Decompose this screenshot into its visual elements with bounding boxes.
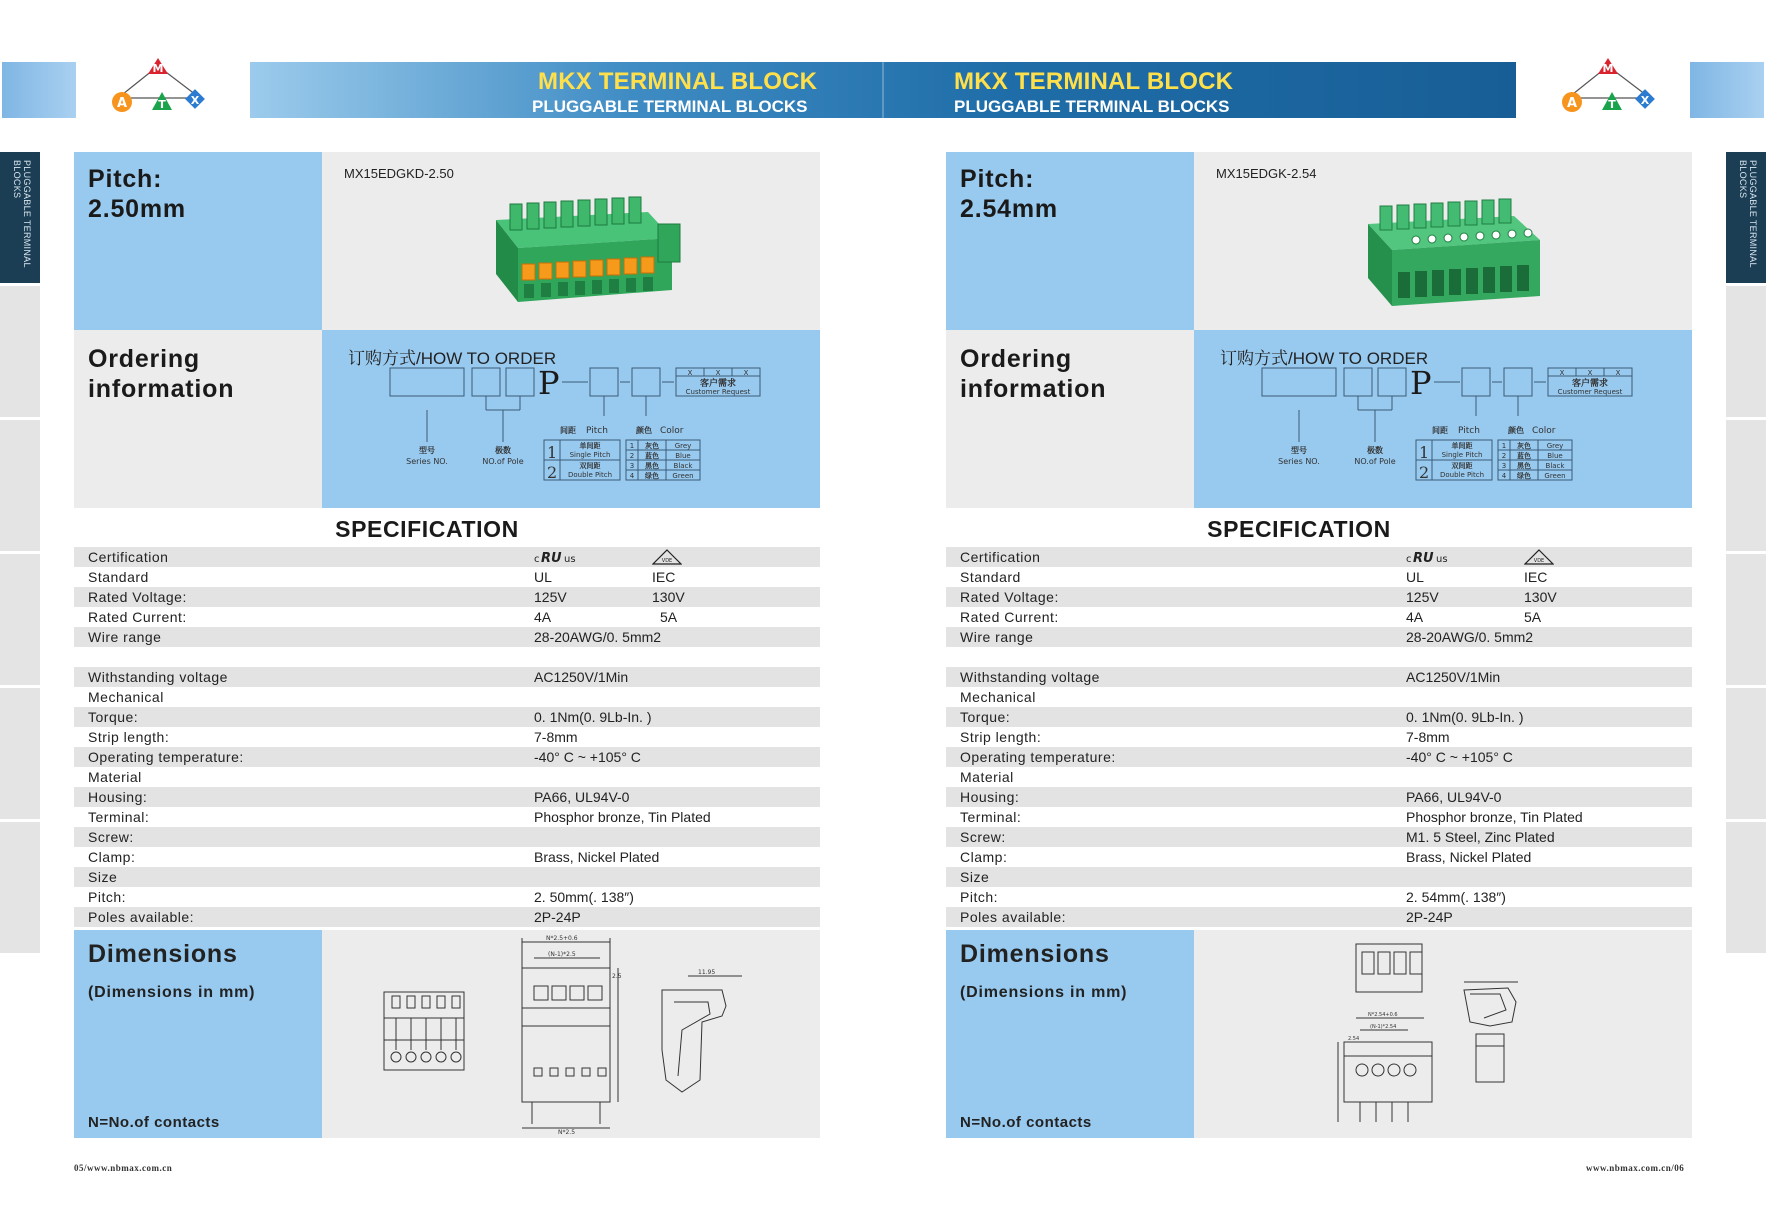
- spec-row: Torque: 0. 1Nm(0. 9Lb-In. ): [74, 707, 820, 727]
- contacts-note: N=No.of contacts: [960, 1114, 1092, 1131]
- model-number: MX15EDGKD-2.50: [344, 166, 454, 181]
- pole-en: NO.of Pole: [482, 457, 524, 466]
- dim-label: 2.5: [612, 973, 622, 980]
- color-option-en: Grey: [1546, 442, 1564, 450]
- spec-row-spacer: [74, 647, 820, 667]
- side-tab[interactable]: [0, 688, 40, 819]
- spec-row: Operating temperature: -40° C ~ +105° C: [946, 747, 1692, 767]
- spec-row: Mechanical: [88, 689, 164, 705]
- spec-row: Rated Voltage: 125V 130V: [74, 587, 820, 607]
- customer-en: Customer Request: [685, 388, 751, 396]
- dimension-drawing-box: [1194, 930, 1692, 1138]
- svg-text:c: c: [1406, 554, 1412, 565]
- dimensions-title-box: [74, 930, 322, 1138]
- header-subtitle-right: PLUGGABLE TERMINAL BLOCKS: [954, 97, 1230, 116]
- side-tabs-right: [1726, 152, 1766, 956]
- side-tab[interactable]: [1726, 688, 1766, 819]
- color-option-num: 2: [629, 452, 635, 460]
- pitch-value: 2.50mm: [88, 195, 186, 223]
- matx-logo-right: [1554, 56, 1664, 126]
- side-tab[interactable]: [0, 554, 40, 685]
- spec-title: SPECIFICATION: [335, 516, 519, 542]
- vde-mark-icon: [652, 549, 682, 565]
- color-option-cn: 灰色: [645, 442, 659, 450]
- side-tab[interactable]: [1726, 420, 1766, 551]
- color-option-num: 1: [1501, 442, 1507, 450]
- color-option-en: Blue: [675, 452, 691, 460]
- pole-cn: 极数: [495, 446, 511, 455]
- spec-row: Torque: 0. 1Nm(0. 9Lb-In. ): [946, 707, 1692, 727]
- header-right-square: [1690, 62, 1764, 118]
- series-cn: 型号: [419, 446, 435, 455]
- spec-row: Clamp: Brass, Nickel Plated: [88, 849, 660, 865]
- logo-letter-t: T: [158, 98, 166, 111]
- logo-letter-t: T: [1608, 98, 1616, 111]
- spec-row: Terminal: Phosphor bronze, Tin Plated: [88, 809, 711, 825]
- spec-row: Screw: M1. 5 Steel, Zinc Plated: [946, 827, 1692, 847]
- spec-row: Wire range 28-20AWG/0. 5mm2: [946, 627, 1692, 647]
- dimensions-title-box: [946, 930, 1194, 1138]
- dim-label: (N-1)*2.5: [548, 951, 576, 958]
- spec-row: Poles available: 2P-24P: [74, 907, 820, 927]
- spec-row: Material: [88, 769, 142, 785]
- ordering-title-line1: Ordering: [960, 345, 1072, 373]
- order-code-box: [322, 330, 820, 508]
- footer-left: 05/www.nbmax.com.cn: [74, 1163, 173, 1173]
- spec-table: [74, 547, 820, 927]
- model-number: MX15EDGK-2.54: [1216, 166, 1317, 181]
- pitch-en: Pitch: [586, 426, 608, 436]
- side-tab[interactable]: [0, 822, 40, 953]
- pole-cn: 极数: [1367, 446, 1383, 455]
- side-tab[interactable]: [0, 420, 40, 551]
- header-band: [250, 62, 1516, 118]
- p-letter: P: [538, 364, 560, 402]
- side-tab[interactable]: [0, 286, 40, 417]
- pitch-option-num: 1: [1419, 443, 1430, 462]
- dimension-drawing-box: [322, 930, 820, 1138]
- svg-text:VDE: VDE: [661, 558, 673, 564]
- pitch-option-en: Single Pitch: [569, 451, 611, 459]
- x-mark: X: [1615, 369, 1621, 377]
- series-en: Series NO.: [406, 457, 448, 466]
- color-option-en: Green: [672, 472, 694, 480]
- series-cn: 型号: [1291, 446, 1307, 455]
- side-tab[interactable]: [1726, 822, 1766, 953]
- spec-row: Terminal: Phosphor bronze, Tin Plated: [960, 809, 1583, 825]
- pitch-option-cn: 单间距: [579, 442, 601, 450]
- color-option-cn: 黑色: [1517, 462, 1531, 470]
- svg-text:RU: RU: [1413, 551, 1434, 565]
- customer-cn: 客户需求: [1571, 379, 1609, 389]
- dim-label: N*2.5+0.6: [546, 935, 578, 942]
- how-to-order-label: 订购方式/HOW TO ORDER: [348, 349, 557, 368]
- spec-row: Mechanical: [960, 689, 1036, 705]
- dimensions-subtitle: (Dimensions in mm): [960, 984, 1128, 1001]
- color-option-num: 3: [1501, 462, 1507, 470]
- ul-mark-icon: [534, 549, 584, 565]
- pitch-option-num: 1: [547, 443, 558, 462]
- page-left: [74, 152, 820, 1138]
- side-tab[interactable]: [1726, 554, 1766, 685]
- logo-letter-x: X: [190, 94, 200, 107]
- x-mark: X: [1559, 369, 1565, 377]
- page-right: [946, 152, 1692, 1138]
- side-tab-pluggable[interactable]: PLUGGABLE TERMINAL BLOCKS: [1726, 152, 1766, 283]
- pitch-option-num: 2: [1419, 463, 1430, 482]
- dimensions-title: Dimensions: [960, 940, 1110, 968]
- dim-label: (N-1)*2.54: [1370, 1024, 1397, 1030]
- spec-table: [946, 547, 1692, 927]
- contacts-note: N=No.of contacts: [88, 1114, 220, 1131]
- dim-label: 2.54: [1348, 1036, 1360, 1042]
- spec-row: Size: [74, 867, 820, 887]
- spec-row: Strip length: 7-8mm: [88, 729, 578, 745]
- color-option-cn: 蓝色: [1517, 452, 1531, 460]
- spec-label: Certification: [960, 549, 1041, 565]
- pitch-option-cn: 双间距: [579, 462, 601, 470]
- header-left-square: [2, 62, 76, 118]
- color-option-cn: 绿色: [1517, 472, 1531, 480]
- svg-text:c: c: [534, 554, 540, 565]
- header-title-right: MKX TERMINAL BLOCK: [954, 68, 1234, 95]
- connector-photo: [1344, 190, 1554, 320]
- spec-label: Certification: [88, 549, 169, 565]
- spec-row: Rated Current: 4A 5A: [88, 609, 678, 625]
- color-option-num: 1: [629, 442, 635, 450]
- spec-row: Size: [946, 867, 1692, 887]
- dim-label: 11.95: [698, 969, 716, 976]
- color-option-num: 4: [629, 472, 635, 480]
- product-photo-box: [1194, 152, 1692, 330]
- dim-label: N*2.5: [558, 1129, 576, 1136]
- pitch-option-en: Single Pitch: [1441, 451, 1483, 459]
- dimension-drawing: [1194, 930, 1692, 1138]
- color-option-cn: 蓝色: [645, 452, 659, 460]
- color-en: Color: [660, 426, 684, 436]
- ordering-title-box: [74, 330, 322, 508]
- spec-row: Poles available: 2P-24P: [946, 907, 1692, 927]
- customer-cn: 客户需求: [699, 379, 737, 389]
- color-option-cn: 绿色: [645, 472, 659, 480]
- side-tabs-left: [0, 152, 40, 956]
- spec-row: Standard UL IEC: [88, 569, 676, 585]
- color-option-en: Blue: [1547, 452, 1563, 460]
- ordering-title-box: [946, 330, 1194, 508]
- pitch-box: [946, 152, 1194, 330]
- spec-row: Operating temperature: -40° C ~ +105° C: [74, 747, 820, 767]
- header-title-left: MKX TERMINAL BLOCK: [538, 68, 818, 95]
- logo-letter-a: A: [116, 96, 128, 111]
- ul-mark-icon: [1406, 549, 1456, 565]
- spec-row: Rated Voltage: 125V 130V: [946, 587, 1692, 607]
- spec-row: Housing: PA66, UL94V-0: [74, 787, 820, 807]
- x-mark: X: [1587, 369, 1593, 377]
- spec-row: Withstanding voltage AC1250V/1Min: [74, 667, 820, 687]
- svg-text:us: us: [1436, 554, 1448, 565]
- series-en: Series NO.: [1278, 457, 1320, 466]
- vde-mark-icon: [1524, 549, 1554, 565]
- svg-text:RU: RU: [541, 551, 562, 565]
- ordering-title-line2: information: [88, 375, 235, 403]
- dimension-drawing: [322, 930, 820, 1138]
- pole-en: NO.of Pole: [1354, 457, 1396, 466]
- dim-label: N*2.54+0.6: [1368, 1012, 1398, 1018]
- x-mark: X: [687, 369, 693, 377]
- color-option-num: 2: [1501, 452, 1507, 460]
- color-option-num: 3: [629, 462, 635, 470]
- color-option-en: Green: [1544, 472, 1566, 480]
- pitch-option-en: Double Pitch: [567, 471, 613, 479]
- order-code-diagram: [1194, 330, 1692, 508]
- how-to-order-label: 订购方式/HOW TO ORDER: [1220, 349, 1429, 368]
- pitch-label: Pitch:: [88, 165, 163, 193]
- color-en: Color: [1532, 426, 1556, 436]
- spec-row: Withstanding voltage AC1250V/1Min: [946, 667, 1692, 687]
- color-option-cn: 黑色: [645, 462, 659, 470]
- spec-row: Strip length: 7-8mm: [960, 729, 1450, 745]
- x-mark: X: [715, 369, 721, 377]
- color-option-en: Black: [1545, 462, 1565, 470]
- color-cn: 颜色: [636, 426, 652, 435]
- spec-row: [946, 547, 1692, 567]
- logo-letter-m: M: [152, 62, 164, 75]
- color-cn: 颜色: [1508, 426, 1524, 435]
- customer-en: Customer Request: [1557, 388, 1623, 396]
- pitch-cn: 间距: [1432, 426, 1448, 435]
- spec-row: Standard UL IEC: [960, 569, 1548, 585]
- dimensions-subtitle: (Dimensions in mm): [88, 984, 256, 1001]
- spec-row-spacer: [946, 647, 1692, 667]
- spec-title: SPECIFICATION: [1207, 516, 1391, 542]
- product-photo-box: [322, 152, 820, 330]
- spec-row: Pitch: 2. 54mm(. 138″): [960, 889, 1506, 905]
- color-option-en: Black: [673, 462, 693, 470]
- footer-right: www.nbmax.com.cn/06: [1586, 1163, 1685, 1173]
- logo-letter-m: M: [1602, 62, 1614, 75]
- p-letter: P: [1410, 364, 1432, 402]
- pitch-option-cn: 双间距: [1451, 462, 1473, 470]
- logo-letter-x: X: [1640, 94, 1650, 107]
- dimensions-title: Dimensions: [88, 940, 238, 968]
- header-subtitle-left: PLUGGABLE TERMINAL BLOCKS: [532, 97, 808, 116]
- ordering-title-line2: information: [960, 375, 1107, 403]
- pitch-option-cn: 单间距: [1451, 442, 1473, 450]
- order-code-box: [1194, 330, 1692, 508]
- spec-row: Housing: PA66, UL94V-0: [946, 787, 1692, 807]
- pitch-box: [74, 152, 322, 330]
- spec-row: [74, 547, 820, 567]
- pitch-option-en: Double Pitch: [1439, 471, 1485, 479]
- spec-row: Material: [960, 769, 1014, 785]
- x-mark: X: [743, 369, 749, 377]
- svg-text:us: us: [564, 554, 576, 565]
- svg-text:VDE: VDE: [1533, 558, 1545, 564]
- color-option-cn: 灰色: [1517, 442, 1531, 450]
- color-option-en: Grey: [674, 442, 692, 450]
- side-tab-pluggable[interactable]: PLUGGABLE TERMINAL BLOCKS: [0, 152, 40, 283]
- pitch-label: Pitch:: [960, 165, 1035, 193]
- logo-letter-a: A: [1566, 96, 1578, 111]
- spec-row: Rated Current: 4A 5A: [960, 609, 1542, 625]
- pitch-value: 2.54mm: [960, 195, 1058, 223]
- matx-logo-left: [104, 56, 214, 126]
- pitch-cn: 间距: [560, 426, 576, 435]
- pitch-option-num: 2: [547, 463, 558, 482]
- ordering-title-line1: Ordering: [88, 345, 200, 373]
- connector-photo: [472, 190, 682, 320]
- pitch-en: Pitch: [1458, 426, 1480, 436]
- order-code-diagram: [322, 330, 820, 508]
- spec-row: Pitch: 2. 50mm(. 138″): [88, 889, 634, 905]
- color-option-num: 4: [1501, 472, 1507, 480]
- spec-row: Wire range 28-20AWG/0. 5mm2: [74, 627, 820, 647]
- side-tab[interactable]: [1726, 286, 1766, 417]
- spec-row: Screw:: [74, 827, 820, 847]
- spec-row: Clamp: Brass, Nickel Plated: [960, 849, 1532, 865]
